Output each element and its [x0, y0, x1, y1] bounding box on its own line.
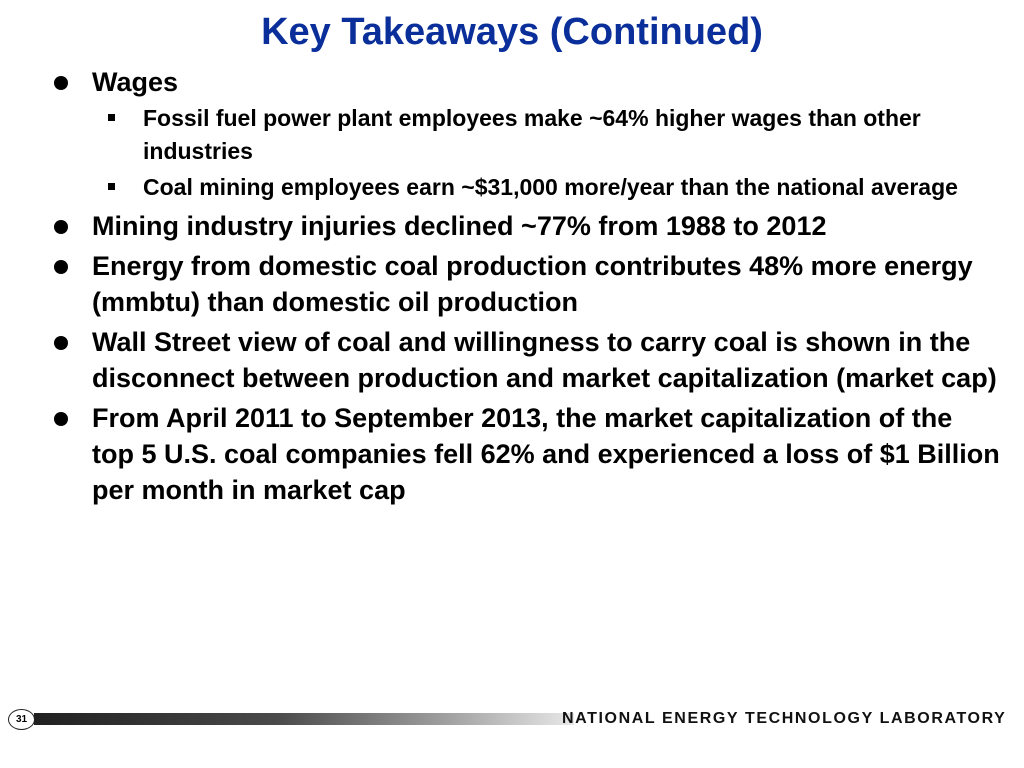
bullet-item-injuries [0, 208, 1000, 244]
bullet-item-market-cap [0, 400, 1000, 508]
organization-logo: NATIONAL ENERGY TECHNOLOGY LABORATORY [562, 710, 1007, 727]
bullet-text: Wages [92, 67, 179, 97]
footer-bar [34, 713, 574, 725]
slide-title: Key Takeaways (Continued) [261, 11, 763, 53]
bullet-list [0, 64, 1000, 512]
sub-bullet-item [0, 171, 1000, 204]
square-bullet-icon [108, 114, 115, 121]
bullet-item-wages [0, 64, 1000, 204]
sub-bullet-item [0, 102, 1000, 168]
bullet-text: Mining industry injuries declined ~77% from 1988 to 2012 [92, 211, 827, 241]
bullet-dot-icon [54, 220, 68, 234]
bullet-text: Wall Street view of coal and willingness to carry coal is shown in the disconnect between production and market capitalization (market cap) [92, 327, 997, 393]
bullet-dot-icon [54, 412, 68, 426]
bullet-item-wall-street [0, 324, 1000, 396]
bullet-text: Energy from domestic coal production contributes 48% more energy (mmbtu) than domestic oil production [92, 251, 973, 317]
bullet-dot-icon [54, 336, 68, 350]
bullet-text: From April 2011 to September 2013, the market capitalization of the top 5 U.S. coal companies fell 62% and experienced a loss of $1 Billion per month in market cap [92, 403, 1000, 505]
sub-bullet-text: Coal mining employees earn ~$31,000 more/year than the national average [143, 174, 958, 200]
bullet-dot-icon [54, 260, 68, 274]
sub-bullet-text: Fossil fuel power plant employees make ~64% higher wages than other industries [143, 105, 921, 164]
bullet-item-energy [0, 248, 1000, 320]
sub-bullet-list [0, 102, 1000, 204]
square-bullet-icon [108, 183, 115, 190]
page-number: 31 [8, 709, 35, 730]
bullet-dot-icon [54, 76, 68, 90]
